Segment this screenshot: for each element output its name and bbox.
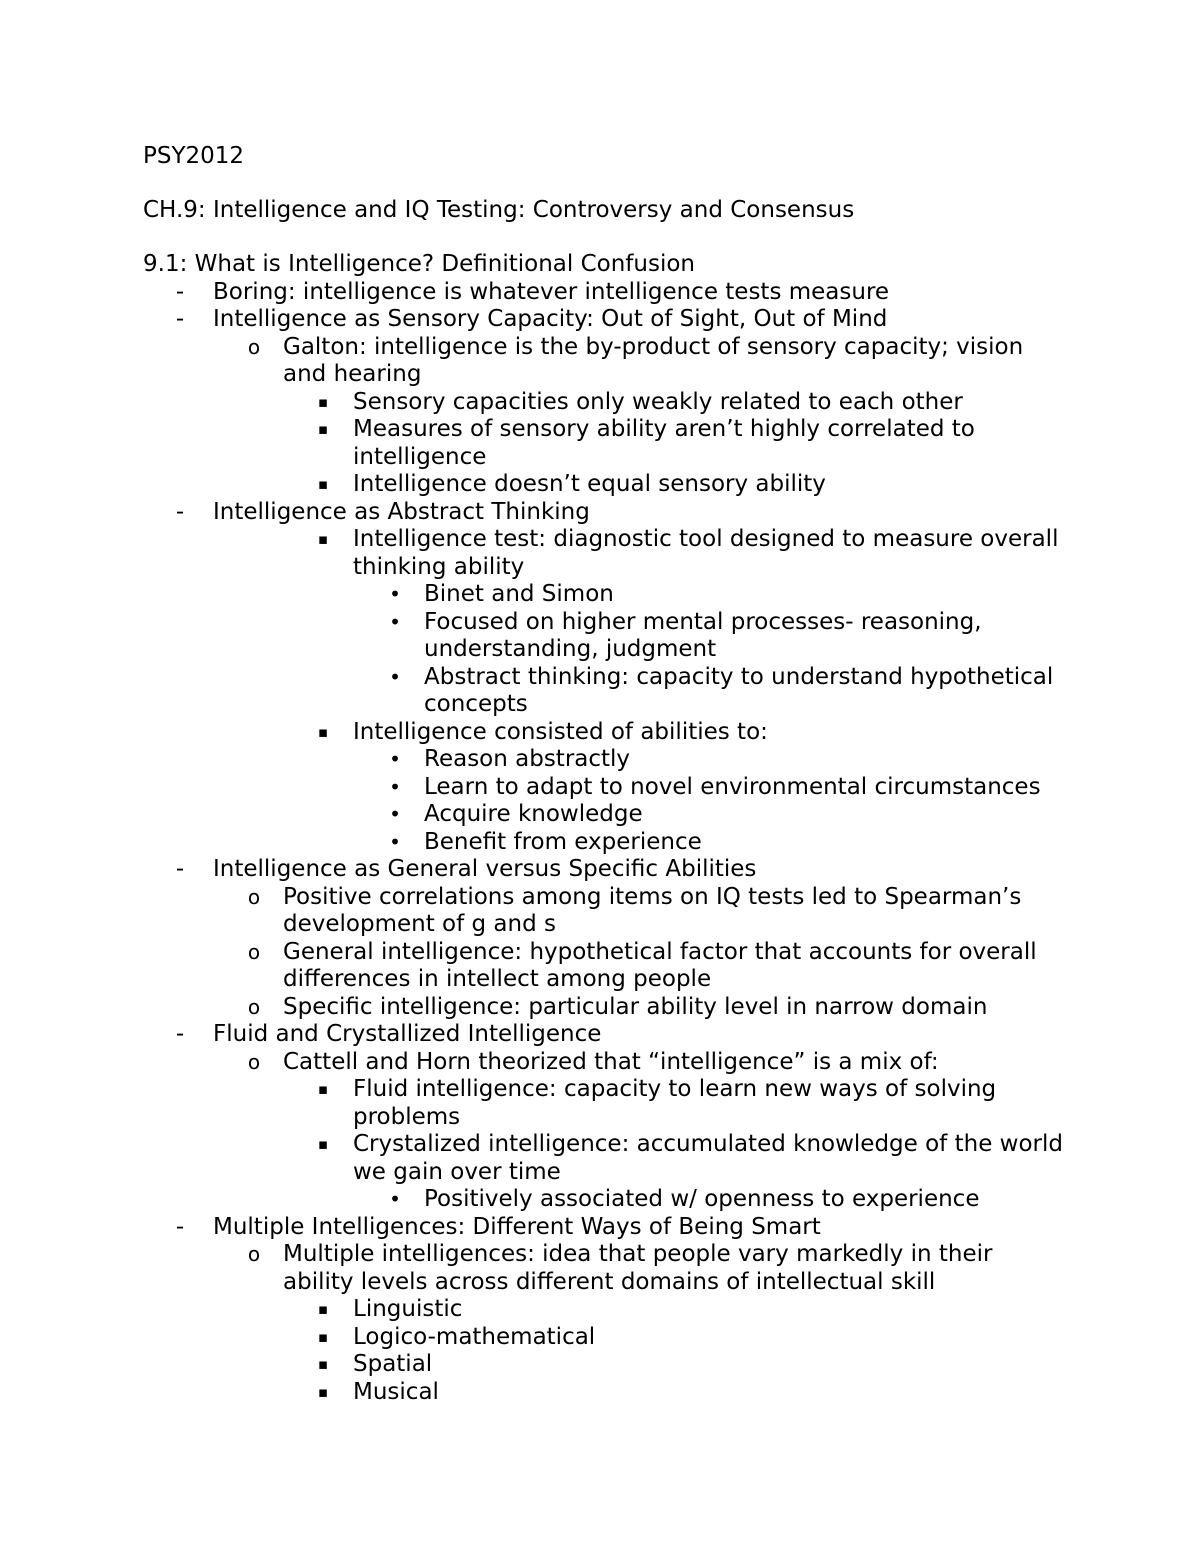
course-code: PSY2012 xyxy=(143,143,245,169)
dash-bullet-icon: - xyxy=(175,1213,185,1240)
outline-item-level-4 xyxy=(0,801,1064,829)
outline-item-text: General intelligence: hypothetical factor that accounts for overall differences in intellect among people xyxy=(283,938,1037,992)
outline-item-text: Boring: intelligence is whatever intelligence tests measure xyxy=(213,278,890,305)
outline-item-level-1 xyxy=(0,1021,1200,1049)
outline-item-level-2 xyxy=(0,1049,1063,1077)
outline-item-text: Focused on higher mental processes- reasoning, understanding, judgment xyxy=(424,608,982,662)
outline-item-level-4 xyxy=(0,1186,1064,1214)
outline-item-text: Acquire knowledge xyxy=(424,801,643,827)
outline-item-level-4 xyxy=(0,609,1064,664)
outline-item-text: Multiple intelligences: idea that people vary markedly in their ability levels across different domains of intellectual skill xyxy=(283,1241,993,1295)
dash-bullet-icon: - xyxy=(175,856,185,882)
outline-item-level-3 xyxy=(0,1296,1063,1324)
circle-bullet-icon: o xyxy=(247,939,261,964)
dot-bullet-icon: • xyxy=(389,609,401,634)
outline-item-text: Intelligence as Sensory Capacity: Out of Sight, Out of Mind xyxy=(213,306,888,332)
square-bullet-icon: ▪ xyxy=(317,530,329,548)
outline-item-text: Cattell and Horn theorized that “intelligence” is a mix of: xyxy=(283,1048,939,1075)
outline-item-text: Galton: intelligence is the by-product of sensory capacity; vision and hearing xyxy=(283,333,1024,387)
outline-item-level-2 xyxy=(0,884,1063,939)
outline-item-level-3 xyxy=(0,471,1063,499)
dot-bullet-icon: • xyxy=(389,1187,401,1211)
outline-item-text: Sensory capacities only weakly related to each other xyxy=(353,388,963,415)
outline-item-level-1 xyxy=(0,279,1200,307)
circle-bullet-icon: o xyxy=(247,334,261,359)
outline-item-level-3 xyxy=(0,1379,1063,1407)
outline-item-level-3 xyxy=(0,389,1063,417)
dot-bullet-icon: • xyxy=(389,802,401,826)
outline-item-level-4 xyxy=(0,746,1064,774)
outline-item-level-4 xyxy=(0,581,1064,609)
outline-item-text: Specific intelligence: particular ability level in narrow domain xyxy=(283,993,988,1020)
square-bullet-icon: ▪ xyxy=(317,420,329,438)
outline-item-text: Reason abstractly xyxy=(424,746,631,772)
dot-bullet-icon: • xyxy=(389,747,401,771)
outline-item-text: Spatial xyxy=(353,1351,433,1377)
chapter-title: CH.9: Intelligence and IQ Testing: Controversy and Consensus xyxy=(143,197,855,223)
outline-item-text: Linguistic xyxy=(353,1296,463,1322)
outline-item-text: Abstract thinking: capacity to understand hypothetical concepts xyxy=(424,663,1054,717)
outline-item-text: Binet and Simon xyxy=(424,581,614,607)
outline-item-text: Fluid and Crystallized Intelligence xyxy=(213,1021,602,1047)
outline-item-text: Intelligence doesn’t equal sensory ability xyxy=(353,471,826,497)
outline-item-level-3 xyxy=(0,1324,1063,1352)
square-bullet-icon: ▪ xyxy=(317,1135,329,1153)
circle-bullet-icon: o xyxy=(247,994,261,1019)
circle-bullet-icon: o xyxy=(247,884,261,909)
outline-item-level-4 xyxy=(0,774,1064,802)
outline-item-text: Fluid intelligence: capacity to learn new ways of solving problems xyxy=(353,1076,997,1130)
outline-items xyxy=(0,279,1200,1407)
outline-item-text: Learn to adapt to novel environmental circumstances xyxy=(424,773,1041,800)
dash-bullet-icon: - xyxy=(175,498,185,525)
outline-item-level-3 xyxy=(0,1351,1063,1379)
outline-item-level-1 xyxy=(0,856,1200,884)
outline-item-text: Intelligence consisted of abilities to: xyxy=(353,718,768,745)
outline-item-text: Logico-mathematical xyxy=(353,1323,596,1350)
outline-item-level-3 xyxy=(0,719,1063,747)
outline-item-text: Multiple Intelligences: Different Ways of Being Smart xyxy=(213,1213,821,1240)
outline-item-level-2 xyxy=(0,939,1063,994)
section-title: 9.1: What is Intelligence? Definitional Confusion xyxy=(143,251,695,277)
notes-outline xyxy=(0,251,1200,1406)
square-bullet-icon: ▪ xyxy=(317,475,329,493)
outline-item-level-1 xyxy=(0,306,1200,334)
outline-item-level-3 xyxy=(0,1131,1063,1186)
outline-item-level-3 xyxy=(0,1076,1063,1131)
dot-bullet-icon: • xyxy=(389,774,401,799)
outline-item-text: Crystalized intelligence: accumulated knowledge of the world we gain over time xyxy=(353,1131,1063,1185)
dash-bullet-icon: - xyxy=(175,1021,185,1047)
square-bullet-icon: ▪ xyxy=(317,722,329,741)
circle-bullet-icon: o xyxy=(247,1049,261,1074)
outline-item-text: Musical xyxy=(353,1378,439,1405)
square-bullet-icon: ▪ xyxy=(317,1327,329,1346)
square-bullet-icon: ▪ xyxy=(317,392,329,411)
outline-item-text: Intelligence test: diagnostic tool designed to measure overall thinking ability xyxy=(353,526,1059,580)
outline-item-level-2 xyxy=(0,1241,1063,1296)
outline-item-level-2 xyxy=(0,994,1063,1022)
outline-item-level-4 xyxy=(0,829,1064,857)
outline-item-level-3 xyxy=(0,416,1063,471)
dot-bullet-icon: • xyxy=(389,664,401,689)
outline-item-text: Positively associated w/ openness to experience xyxy=(424,1186,980,1212)
outline-item-text: Measures of sensory ability aren’t highly correlated to intelligence xyxy=(353,416,975,470)
outline-item-level-3 xyxy=(0,526,1063,581)
outline-item-level-2 xyxy=(0,334,1063,389)
square-bullet-icon: ▪ xyxy=(317,1382,329,1401)
dash-bullet-icon: - xyxy=(175,278,185,305)
square-bullet-icon: ▪ xyxy=(317,1080,329,1098)
outline-item-text: Intelligence as General versus Specific Abilities xyxy=(213,856,757,882)
outline-item-level-1 xyxy=(0,1214,1200,1242)
dash-bullet-icon: - xyxy=(175,306,185,332)
outline-item-level-1 xyxy=(0,499,1200,527)
outline-item-level-4 xyxy=(0,664,1064,719)
dot-bullet-icon: • xyxy=(389,829,401,854)
outline-item-text: Benefit from experience xyxy=(424,828,702,855)
square-bullet-icon: ▪ xyxy=(317,1300,329,1318)
circle-bullet-icon: o xyxy=(247,1242,261,1266)
square-bullet-icon: ▪ xyxy=(317,1355,329,1373)
outline-item-text: Positive correlations among items on IQ tests led to Spearman’s development of g and s xyxy=(283,883,1022,937)
outline-item-text: Intelligence as Abstract Thinking xyxy=(213,498,590,525)
dot-bullet-icon: • xyxy=(389,582,401,606)
